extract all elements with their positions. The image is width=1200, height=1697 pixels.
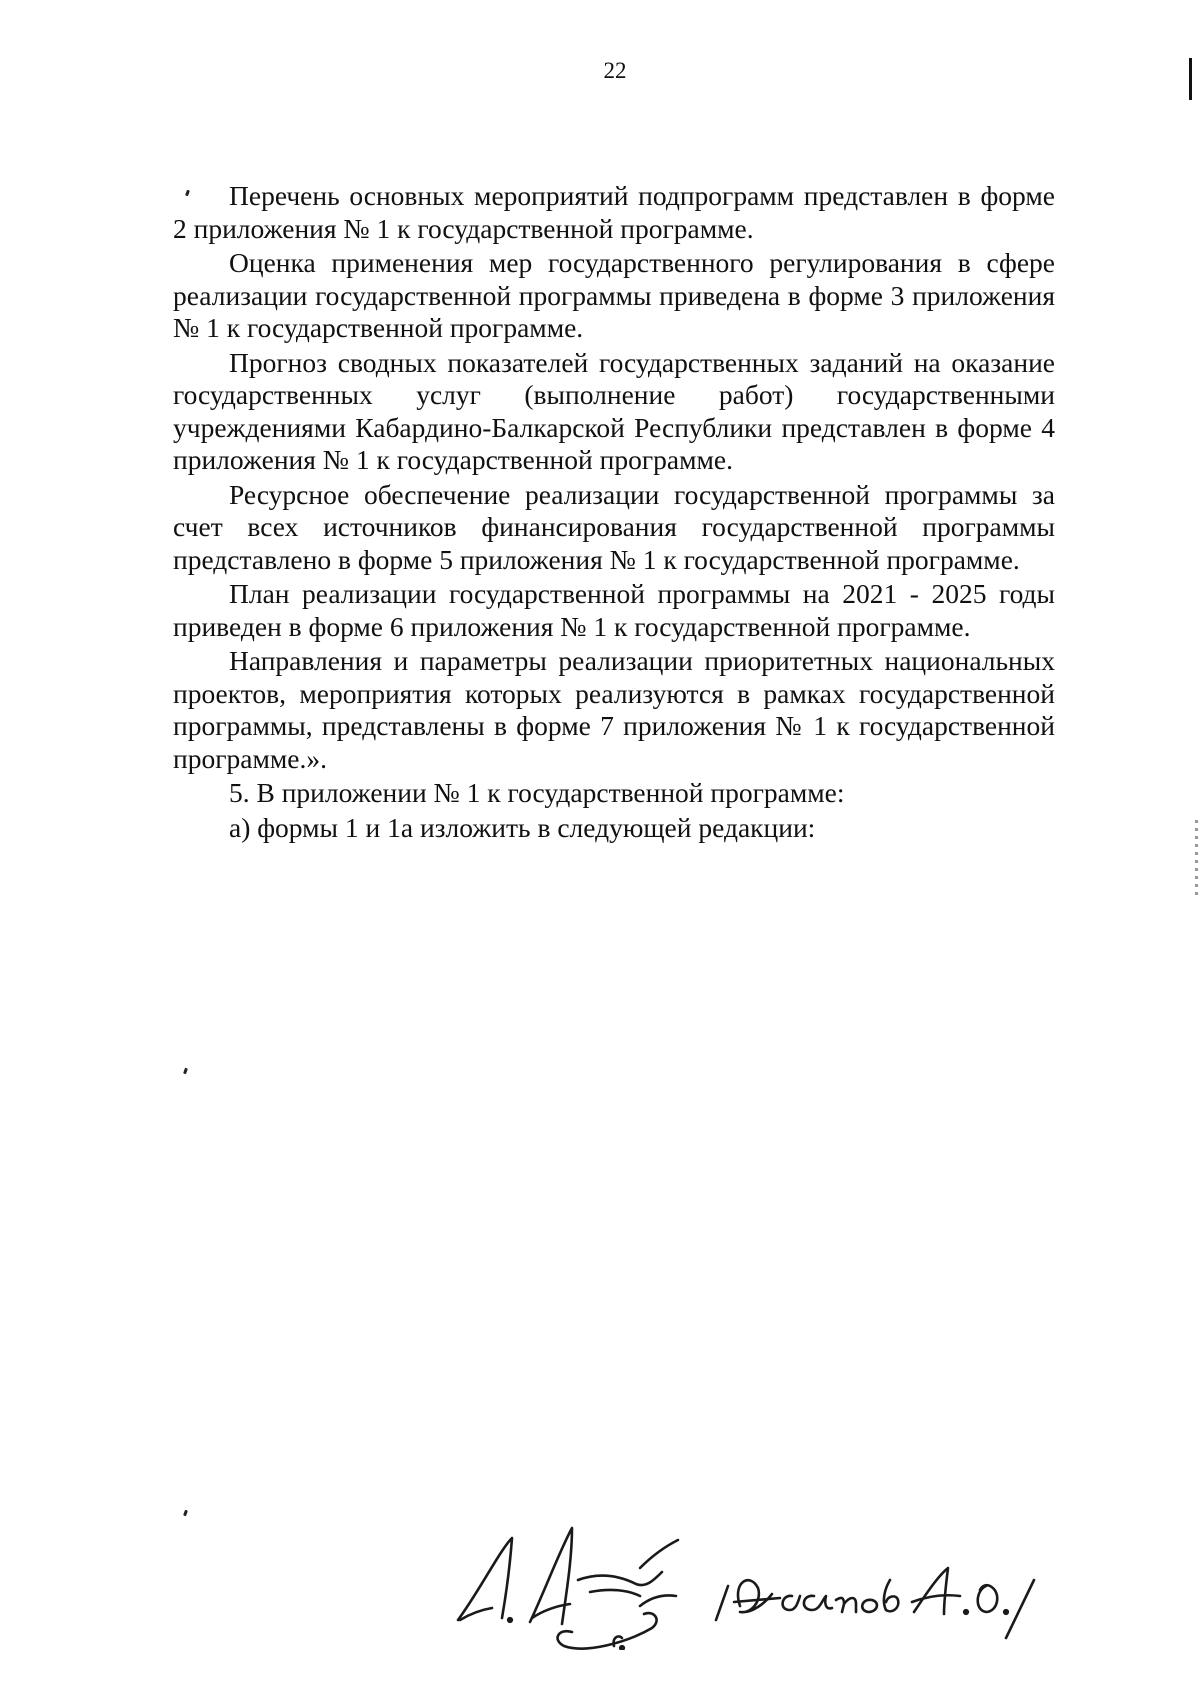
scan-edge-marks [1195, 820, 1198, 900]
paragraph: План реализации государственной программы на 2021 - 2025 годы приведен в форме 6 приложения № 1 к государственной программе. [173, 578, 1055, 642]
paragraph: Прогноз сводных показателей государственных заданий на оказание государственных услуг (выполнение работ) государственными учреждениями Кабардино-Балкарской Республики представлен в форме 4 приложения № 1 к государственной программе. [173, 346, 1055, 475]
scan-speck [183, 1068, 188, 1075]
paragraph: 5. В приложении № 1 к государственной программе: [229, 777, 845, 808]
paragraph: Перечень основных мероприятий подпрограмм представлен в форме 2 приложения № 1 к государственной программе. [173, 180, 1055, 244]
paragraph: Ресурсное обеспечение реализации государственной программы за счет всех источников финансирования государственной программы представлено в форме 5 приложения № 1 к государственной программе. [173, 478, 1055, 575]
scan-speck [183, 1510, 188, 1517]
paragraph: а) формы 1 и 1а изложить в следующей редакции: [229, 811, 816, 843]
paragraph: Направления и параметры реализации приоритетных национальных проектов, мероприятия которых реализуются в рамках государственной программы, представлены в форме 7 приложения № 1 к государственной программе.». [173, 645, 1055, 774]
handwritten-signature [440, 1510, 1080, 1650]
paragraph: Оценка применения мер государственного регулирования в сфере реализации государственной программы приведена в форме 3 приложения № 1 к государственной программе. [173, 247, 1055, 343]
page-number: 22 [603, 58, 627, 83]
document-body [173, 180, 1055, 846]
